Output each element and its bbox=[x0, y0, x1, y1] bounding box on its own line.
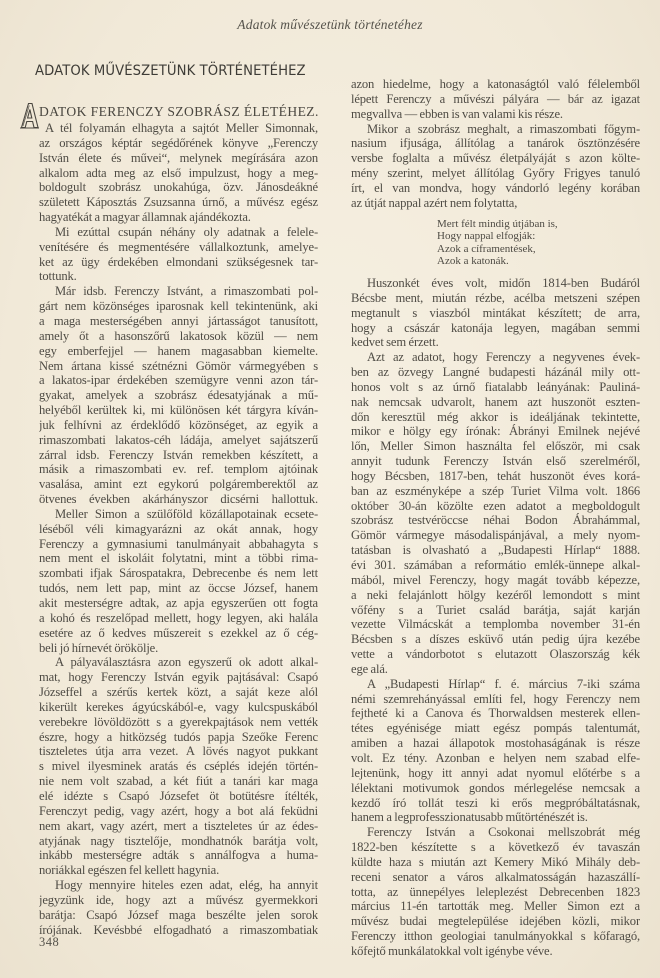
section-heading-text: DATOK FERENCZY SZOBRÁSZ ÉLETÉHEZ. bbox=[39, 104, 319, 119]
text-line: tétes egyénisége miatt egész pompás talentumát, bbox=[351, 721, 640, 736]
text-line: akit mesterségre adtak, az apja egyszerűen ott fogta bbox=[39, 596, 318, 610]
text-line: barátja: Csapó József maga beszélte jelen sorok bbox=[39, 907, 318, 922]
text-line: A pályaválasztásra azon egyszerű ok adott alkal- bbox=[55, 655, 318, 670]
text-line: Ferenczy István a Csokonai mellszobrát még bbox=[367, 825, 640, 840]
article-title: ADATOK MŰVÉSZETÜNK TÖRTÉNETÉHEZ bbox=[35, 63, 306, 79]
right-column-top bbox=[351, 77, 640, 211]
running-head: Adatok művészetünk történetéhez bbox=[237, 17, 423, 32]
text-line: ban az eszményképe a szép Turiet Vilma volt. 1866 bbox=[351, 483, 640, 498]
drop-cap-initial bbox=[20, 102, 39, 129]
text-line: ötvenes években akárhányszor dicsérni hallottuk. bbox=[39, 492, 318, 507]
text-line: kőfejtő munkálatokkal volt igénybe véve. bbox=[351, 943, 553, 958]
text-line: Huszonkét éves volt, midőn 1814-ben Budáról bbox=[367, 275, 640, 290]
text-line: mény szerint, melyet állítólag Győry Frigyes tanuló bbox=[351, 166, 640, 181]
text-line: lejtenünk, hogy itt annyi adat nyomul előtérbe s a bbox=[351, 765, 640, 780]
text-line: elé idézte s Csapó Józsefet öt botütésre ítélték, bbox=[39, 788, 318, 803]
text-line: Bécsben s a díszes esküvő után pedig újra kezébe bbox=[351, 632, 640, 647]
text-line: Mikor a szobrász meghalt, a rimaszombati főgym- bbox=[367, 121, 640, 136]
text-line: nem ment el iskoláit folytatni, mint a többi rima- bbox=[39, 551, 318, 566]
left-column-lines bbox=[39, 121, 318, 937]
text-line: írójának. Kevésbbé elfogadható a rimaszombatiak bbox=[39, 922, 318, 937]
right-column-bottom bbox=[351, 276, 640, 959]
text-line: rimaszombati lakatos-céh ládája, amelyet sajátszerű bbox=[39, 432, 318, 447]
text-line: venítésére és megmentésére vállalkoztunk, amelye- bbox=[39, 239, 318, 254]
text-line: mikor e hölgy egy írónak: Ábrányi Emilnek nejévé bbox=[351, 424, 640, 439]
text-line: lőn, Meller Simon használta fel először, mi csak bbox=[351, 439, 640, 454]
text-line: hogy a császár katonája legyen, magában semmi bbox=[351, 320, 640, 335]
text-line: Meller Simon a szülőföld közállapotainak ecsete- bbox=[55, 506, 318, 521]
text-line: léséből véli kimagyarázni az okát annak, hogy bbox=[39, 521, 318, 536]
text-line: Hogy mennyire hiteles ezen adat, elég, ha annyit bbox=[55, 878, 318, 893]
text-line: Gömör vármegye másodalispánjával, a mely nyom- bbox=[351, 528, 640, 543]
text-line: Ferenczyt pedig, vagy azért, hogy a bot alá feküdni bbox=[39, 803, 318, 818]
text-line: lélektani motivumok gondos mérlegelése nemcsak a bbox=[351, 780, 640, 795]
text-line: Bécsbe ment, miután rézbe, acélba metszeni szépen bbox=[351, 290, 640, 305]
text-line: fejtheté ki a Canova és Thorwaldsen mesterek ellen- bbox=[351, 706, 640, 721]
text-line: jegyzünk ide, hogy azt a művész gyermekkori bbox=[39, 892, 318, 907]
verse-line: Azok a cíframentések, bbox=[437, 242, 536, 255]
text-line: tatásban is olvasható a „Budapesti Hírlap“ 1888. bbox=[351, 543, 640, 558]
text-line: szobrász testvéröccse néhai Bodon Ábrahámmal, bbox=[351, 513, 640, 528]
text-line: A „Budapesti Hírlap“ f. é. március 7-iki száma bbox=[367, 676, 640, 691]
text-line: helyéből kerültek ki, mi különösen két tárgyra kíván- bbox=[39, 403, 318, 418]
text-line: atyjának nagy tisztelője, mondhatnók barátja volt, bbox=[39, 833, 318, 848]
text-line: 1822-ben készítette s a következő év tavaszán bbox=[351, 840, 640, 855]
text-line: Azt az adatot, hogy Ferenczy a negyvenes évek- bbox=[367, 350, 640, 365]
text-line: évi 301. számában a reformátio emlék-ünnepe alkal- bbox=[351, 558, 640, 572]
text-line: totta, az ünnepélyes leleplezést Debrecenben 1823 bbox=[351, 884, 640, 899]
text-line: hogy Bécsben, 1817-ben, tehát huszonöt éves korá- bbox=[351, 468, 640, 483]
right-column bbox=[351, 77, 640, 959]
text-line: beli jó hírnevét örökölje. bbox=[39, 640, 159, 655]
text-line: István élete és művei“, melynek megírására azon bbox=[39, 150, 318, 165]
text-line: amely őt a hasonszőrű lakatosok közül — nem bbox=[39, 328, 318, 343]
text-line: vette a vándorbotot s elutazott Olaszország kék bbox=[351, 647, 640, 662]
text-line: noriákkal egészen fel kellett hagynia. bbox=[39, 863, 220, 878]
verse-line: Mert félt mindig útjában is, bbox=[437, 217, 558, 230]
page-number: 348 bbox=[39, 935, 60, 949]
text-line: március 11-én tartották meg. Meller Simon ezt a bbox=[351, 899, 640, 914]
left-column bbox=[39, 101, 318, 937]
text-line: küldte haza s miután azt Kemery Mikó Mihály deb- bbox=[351, 854, 640, 869]
text-line: Józseffel a szérűs kertek közt, a saját keze alól bbox=[39, 685, 318, 700]
text-line: dőn keresztül még akkor is ideáljának tekintette, bbox=[351, 409, 640, 424]
verse-line: Azok a katonák. bbox=[437, 255, 509, 268]
text-line: a maga mesterségében annyi jártasságot tanusított, bbox=[39, 313, 318, 328]
text-line: Már idsb. Ferenczy Istvánt, a rimaszombati pol- bbox=[55, 284, 318, 299]
text-line: nem akart, vagy azért, mert a tiszteletes úr az édes- bbox=[39, 818, 318, 833]
text-line: a lakatos-ipar érdekében szemügyre venni azon tár- bbox=[39, 373, 318, 388]
text-line: másik a rimaszombati ev. ref. templom ajtóinak bbox=[39, 462, 318, 477]
text-line: kedvet sem érzett. bbox=[351, 335, 439, 350]
text-line: lépett Ferenczy a művészi pályára — bár az igazat bbox=[351, 91, 640, 106]
text-line: mat, hogy Ferenczy István egyik pajtásával: Csapó bbox=[39, 670, 318, 685]
text-line: juk felhívni az érdeklődő közönséget, az egyik a bbox=[39, 417, 318, 432]
text-line: kikerült kerekes ágyúcskából-e, vagy kulcspuskából bbox=[39, 699, 318, 714]
text-line: ket az ügy érdekében elmondani szükségesnek tar- bbox=[39, 254, 318, 269]
text-line: a neki felajánlott hölgy kezéről lemondott s mint bbox=[351, 587, 640, 602]
text-line: s mivel ilyesminek aratás és cséplés idején történ- bbox=[39, 759, 318, 774]
text-line: nasium ifjusága, állítólag a tanárok ösztönzésére bbox=[351, 136, 640, 151]
text-line: Ferenczy itthon geologiai tanulmányokkal s kőfaragó, bbox=[351, 929, 640, 944]
text-line: Ferenczy a gymnasiumi tanulmányait abbahagyta s bbox=[39, 536, 318, 551]
text-line: zárral idsb. Ferenczy István remekben készített, a bbox=[39, 447, 318, 462]
text-line: gyakat, amelyek a szobrász édesatyjának a mű- bbox=[39, 388, 318, 403]
section-heading bbox=[39, 101, 318, 121]
text-line: amiben a hazai állapotok mostohaságának is része bbox=[351, 736, 640, 751]
text-line: művész budai megtelepülése idejében közli, mikor bbox=[351, 914, 640, 929]
text-line: inkább mesterségre adták s annálfogva a huma- bbox=[39, 848, 318, 863]
text-line: Nem ártana kissé szétnézni Gömör vármegyében s bbox=[39, 358, 318, 373]
text-line: Mi ezúttal csupán néhány oly adatnak a felele- bbox=[55, 224, 318, 239]
text-line: azon hiedelme, hogy a katonaságtól való félelemből bbox=[351, 77, 640, 91]
text-line: kezdő író tollát teszi ki erős megpróbáltatásnak, bbox=[351, 795, 640, 810]
text-line: írt, el van mondva, hogy vándorló legény korában bbox=[351, 180, 640, 195]
text-line: gárt nem közönséges iparosnak kell tekintenünk, aki bbox=[39, 299, 318, 314]
text-line: honos volt s az úrnő fiatalabb leányának: Pauliná- bbox=[351, 379, 640, 394]
text-line: hagyatékát a magyar államnak ajándékozta. bbox=[39, 210, 251, 225]
text-line: A tél folyamán elhagyta a sajtót Meller Simonnak, bbox=[45, 121, 318, 135]
text-line: tottunk. bbox=[39, 269, 77, 284]
text-line: boldogult szobrász unokahúga, özv. Jánosdeákné bbox=[39, 180, 318, 195]
text-line: esetére az ő kedves műszereit s ezekkel az ő cég- bbox=[39, 625, 318, 640]
text-line: vasalása, amint ezt egykorú polgáremberektől az bbox=[39, 477, 318, 492]
text-line: némi szemrehányással említi fel, hogy Ferenczy nem bbox=[351, 691, 640, 706]
text-line: alkalom adta meg az első impulzust, hogy a meg- bbox=[39, 165, 318, 180]
text-line: vőfény s a Turiet család barátja, saját karján bbox=[351, 602, 640, 617]
text-line: volt. Ez tény. Azonban e helyen nem szabad elfe- bbox=[351, 750, 640, 765]
text-line: tudós, nem lett pap, mint az öccse József, hanem bbox=[39, 581, 318, 596]
text-line: nak nemcsak udvarolt, hanem azt huszonöt eszten- bbox=[351, 394, 640, 409]
text-line: egy emberfejjel — hanem magasabban kiemelte. bbox=[39, 343, 318, 358]
verse-line: Hogy nappal elfogják: bbox=[437, 230, 536, 243]
text-line: annyit tudunk Ferenczy István első szerelméről, bbox=[351, 454, 640, 469]
text-line: október 30-án közölte ezen adatot a megboldogult bbox=[351, 498, 640, 513]
text-line: megvallva — ebben is van valami kis része. bbox=[351, 106, 563, 121]
text-line: ege alá. bbox=[351, 661, 388, 676]
text-line: vezette Vilmácskát a templomba november 31-én bbox=[351, 617, 640, 632]
text-line: versbe foglalta a művész életpályáját s azon költe- bbox=[351, 151, 640, 166]
text-line: született Káposztás Zsuzsanna úrnő, a művész egész bbox=[39, 195, 318, 210]
text-line: nie nem volt szabad, a két fiút a tanári kar maga bbox=[39, 774, 318, 789]
verse-quote bbox=[351, 218, 640, 268]
text-line: tiszteletes útja arra vezet. A lövés nagyot pukkant bbox=[39, 744, 318, 759]
text-line: hanem a legprofesszionatusabb műtörténészét is. bbox=[351, 810, 588, 825]
text-line: szombati ifjak Sárospatakra, Debrecenbe és nem lett bbox=[39, 566, 318, 581]
text-line: az útját nappal azért nem folytatta, bbox=[351, 195, 518, 210]
text-line: receni senator a város alkalmatosságán hazaszállí- bbox=[351, 869, 640, 884]
text-line: észre, hogy a hitközség tudós papja Szeőke Ferenc bbox=[39, 729, 318, 744]
text-line: az országos képtár segédőrének könyve „Ferenczy bbox=[39, 135, 318, 150]
text-line: mából, mivel Ferenczy, hogy magát tovább képezze, bbox=[351, 572, 640, 587]
text-line: megtanult s viaszból mintákat készített; de arra, bbox=[351, 305, 640, 320]
text-line: verebekre lövöldözött s a gyerekpajtások nem vették bbox=[39, 714, 318, 729]
text-line: a kohó és reszelőpad mellett, hogy legyen, aki halála bbox=[39, 610, 318, 625]
text-line: ben az özvegy Langné budapesti házánál mily ott- bbox=[351, 365, 640, 380]
